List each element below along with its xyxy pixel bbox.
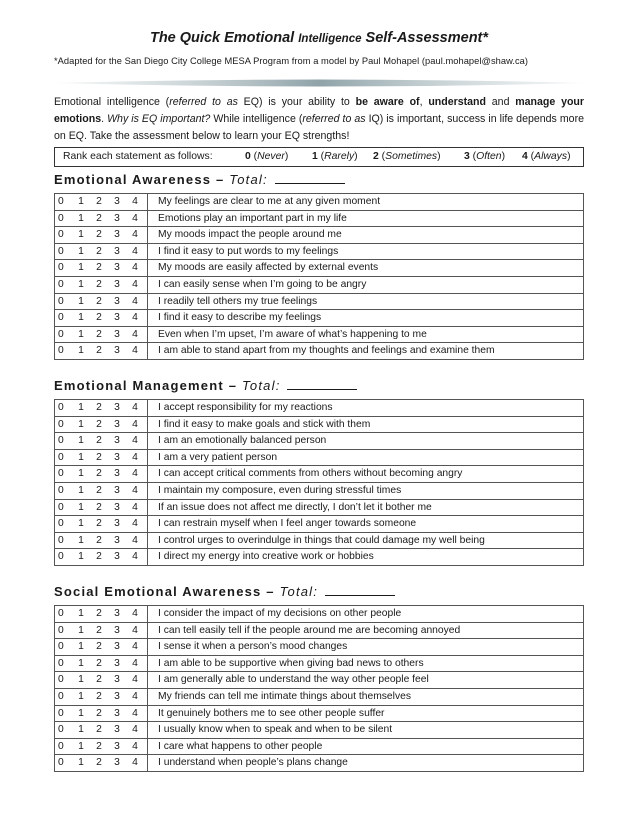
rating-option-3[interactable]: 3 (114, 295, 120, 307)
rating-option-2[interactable]: 2 (96, 690, 102, 702)
statement-text: I am able to stand apart from my thoughts and feelings and examine them (148, 343, 584, 360)
rating-option-0[interactable]: 0 (58, 674, 64, 686)
rating-scale (55, 532, 148, 549)
statement-text: I find it easy to make goals and stick with them (148, 416, 584, 433)
rating-option-0[interactable]: 0 (58, 328, 64, 340)
rating-option-2[interactable]: 2 (96, 468, 102, 480)
rating-scale (55, 705, 148, 722)
rating-option-1[interactable]: 1 (78, 724, 84, 736)
statement-text: Even when I’m upset, I’m aware of what’s happening to me (148, 326, 584, 343)
statement-text: I can accept critical comments from others without becoming angry (148, 466, 584, 483)
rating-option-0[interactable]: 0 (58, 641, 64, 653)
rating-option-3[interactable]: 3 (114, 501, 120, 513)
statement-text: My feelings are clear to me at any given moment (148, 194, 584, 211)
rating-option-0[interactable]: 0 (58, 468, 64, 480)
rating-scale (55, 416, 148, 433)
table-row (55, 416, 584, 433)
rating-option-1[interactable]: 1 (78, 451, 84, 463)
rating-scale (55, 310, 148, 327)
rating-option-2[interactable]: 2 (96, 262, 102, 274)
section-heading-3: Social Emotional Awareness – Total: (54, 583, 584, 599)
rating-option-2[interactable]: 2 (96, 245, 102, 257)
rating-option-3[interactable]: 3 (114, 229, 120, 241)
rating-option-0[interactable]: 0 (58, 690, 64, 702)
rating-option-4[interactable]: 4 (132, 418, 138, 430)
rating-option-4[interactable]: 4 (132, 435, 138, 447)
total-blank-field[interactable] (325, 583, 395, 596)
rating-option-4[interactable]: 4 (132, 674, 138, 686)
rating-option-0[interactable]: 0 (58, 551, 64, 563)
rank-option-1: 1 (Rarely) (312, 151, 358, 162)
rating-option-4[interactable]: 4 (132, 757, 138, 769)
rating-option-0[interactable]: 0 (58, 212, 64, 224)
rating-option-0[interactable]: 0 (58, 757, 64, 769)
rating-scale (55, 243, 148, 260)
statement-text: My moods are easily affected by external events (148, 260, 584, 277)
decorative-divider (54, 78, 584, 88)
rating-option-2[interactable]: 2 (96, 328, 102, 340)
rating-option-4[interactable]: 4 (132, 740, 138, 752)
rating-option-4[interactable]: 4 (132, 402, 138, 413)
rating-option-2[interactable]: 2 (96, 608, 102, 619)
rating-option-3[interactable]: 3 (114, 468, 120, 480)
rating-scale (55, 499, 148, 516)
table-row (55, 738, 584, 755)
rating-scale (55, 210, 148, 227)
statement-text: I maintain my composure, even during stressful times (148, 482, 584, 499)
rating-option-1[interactable]: 1 (78, 402, 84, 413)
rating-option-0[interactable]: 0 (58, 435, 64, 447)
rating-option-4[interactable]: 4 (132, 345, 138, 357)
rating-scale (55, 606, 148, 623)
rating-option-2[interactable]: 2 (96, 484, 102, 496)
rating-scale (55, 482, 148, 499)
statement-text: Emotions play an important part in my life (148, 210, 584, 227)
rating-option-3[interactable]: 3 (114, 402, 120, 413)
rank-option-4: 4 (Always) (522, 151, 571, 162)
rating-option-4[interactable]: 4 (132, 212, 138, 224)
rating-option-0[interactable]: 0 (58, 534, 64, 546)
section-title: Emotional Management (54, 378, 224, 393)
rating-option-0[interactable]: 0 (58, 262, 64, 274)
rating-option-1[interactable]: 1 (78, 278, 84, 290)
credit-line: *Adapted for the San Diego City College MESA Program from a model by Paul Mohapel (paul.mohapel@shaw.ca) (54, 56, 529, 66)
rating-option-4[interactable]: 4 (132, 534, 138, 546)
statement-table-2 (54, 399, 584, 566)
rating-option-3[interactable]: 3 (114, 724, 120, 736)
rating-option-3[interactable]: 3 (114, 484, 120, 496)
rating-option-2[interactable]: 2 (96, 312, 102, 324)
rating-option-3[interactable]: 3 (114, 641, 120, 653)
rating-option-1[interactable]: 1 (78, 229, 84, 241)
rank-option-0: 0 (Never) (245, 151, 289, 162)
total-label: Total (229, 172, 263, 187)
statement-text: I readily tell others my true feelings (148, 293, 584, 310)
table-row (55, 227, 584, 244)
rating-scale (55, 639, 148, 656)
rating-option-0[interactable]: 0 (58, 724, 64, 736)
intro-paragraph: Emotional intelligence (referred to as EQ) is your ability to be aware of, understand and manage your emotions. Why is EQ important? While intelligence (referred to as IQ) is important, success in life depends more on EQ. Take the assessment below to learn your EQ strengths! (54, 96, 585, 142)
rating-option-2[interactable]: 2 (96, 518, 102, 530)
rating-option-1[interactable]: 1 (78, 690, 84, 702)
rating-option-4[interactable]: 4 (132, 328, 138, 340)
rating-option-4[interactable]: 4 (132, 518, 138, 530)
rating-option-3[interactable]: 3 (114, 245, 120, 257)
rating-option-1[interactable]: 1 (78, 484, 84, 496)
rating-option-0[interactable]: 0 (58, 418, 64, 430)
table-row (55, 705, 584, 722)
rating-option-3[interactable]: 3 (114, 418, 120, 430)
rating-option-3[interactable]: 3 (114, 534, 120, 546)
rating-option-2[interactable]: 2 (96, 740, 102, 752)
rating-scale (55, 276, 148, 293)
rating-scale (55, 738, 148, 755)
rating-option-1[interactable]: 1 (78, 328, 84, 340)
total-label: Total (279, 584, 314, 599)
statement-text: I consider the impact of my decisions on other people (148, 606, 584, 623)
rating-option-4[interactable]: 4 (132, 196, 138, 207)
table-row (55, 622, 584, 639)
rating-option-2[interactable]: 2 (96, 657, 102, 669)
total-blank-field[interactable] (287, 377, 357, 390)
rating-option-1[interactable]: 1 (78, 518, 84, 530)
statement-text: I am generally able to understand the way other people feel (148, 672, 584, 689)
table-row (55, 482, 584, 499)
rank-option-3: 3 (Often) (464, 151, 506, 162)
rating-option-4[interactable]: 4 (132, 501, 138, 513)
rating-option-0[interactable]: 0 (58, 707, 64, 719)
rating-option-4[interactable]: 4 (132, 690, 138, 702)
rating-option-0[interactable]: 0 (58, 608, 64, 619)
rating-option-2[interactable]: 2 (96, 435, 102, 447)
statement-text: I am able to be supportive when giving bad news to others (148, 655, 584, 672)
rating-scale (55, 755, 148, 772)
rank-option-2: 2 (Sometimes) (373, 151, 441, 162)
table-row (55, 466, 584, 483)
rating-option-4[interactable]: 4 (132, 312, 138, 324)
statement-text: I direct my energy into creative work or hobbies (148, 549, 584, 566)
rating-option-0[interactable]: 0 (58, 245, 64, 257)
rating-option-1[interactable]: 1 (78, 641, 84, 653)
rating-option-3[interactable]: 3 (114, 212, 120, 224)
statement-text: I find it easy to describe my feelings (148, 310, 584, 327)
table-row (55, 310, 584, 327)
rating-option-2[interactable]: 2 (96, 707, 102, 719)
rating-option-4[interactable]: 4 (132, 608, 138, 619)
rating-option-0[interactable]: 0 (58, 312, 64, 324)
rating-option-3[interactable]: 3 (114, 608, 120, 619)
rating-option-1[interactable]: 1 (78, 435, 84, 447)
rating-option-3[interactable]: 3 (114, 690, 120, 702)
rating-option-1[interactable]: 1 (78, 707, 84, 719)
table-row (55, 655, 584, 672)
statement-text: I control urges to overindulge in things that could damage my well being (148, 532, 584, 549)
rating-option-1[interactable]: 1 (78, 624, 84, 636)
rating-option-4[interactable]: 4 (132, 451, 138, 463)
statement-text: It genuinely bothers me to see other people suffer (148, 705, 584, 722)
rating-option-2[interactable]: 2 (96, 641, 102, 653)
rating-option-2[interactable]: 2 (96, 451, 102, 463)
rating-option-4[interactable]: 4 (132, 262, 138, 274)
table-row (55, 210, 584, 227)
rating-scale (55, 227, 148, 244)
rating-option-2[interactable]: 2 (96, 295, 102, 307)
rating-option-3[interactable]: 3 (114, 740, 120, 752)
rating-option-3[interactable]: 3 (114, 345, 120, 357)
rating-option-3[interactable]: 3 (114, 674, 120, 686)
statement-text: I sense it when a person’s mood changes (148, 639, 584, 656)
rating-option-2[interactable]: 2 (96, 551, 102, 563)
statement-text: I am an emotionally balanced person (148, 433, 584, 450)
table-row (55, 343, 584, 360)
rating-option-0[interactable]: 0 (58, 518, 64, 530)
rating-option-4[interactable]: 4 (132, 641, 138, 653)
rating-option-1[interactable]: 1 (78, 196, 84, 207)
rating-option-3[interactable]: 3 (114, 707, 120, 719)
table-row (55, 688, 584, 705)
rating-option-0[interactable]: 0 (58, 624, 64, 636)
rating-option-3[interactable]: 3 (114, 451, 120, 463)
rating-option-1[interactable]: 1 (78, 608, 84, 619)
statement-text: I am a very patient person (148, 449, 584, 466)
rating-option-3[interactable]: 3 (114, 196, 120, 207)
table-row (55, 549, 584, 566)
rating-option-0[interactable]: 0 (58, 345, 64, 357)
statement-text: I care what happens to other people (148, 738, 584, 755)
rating-option-2[interactable]: 2 (96, 345, 102, 357)
rating-option-0[interactable]: 0 (58, 295, 64, 307)
rating-option-4[interactable]: 4 (132, 624, 138, 636)
rating-scale (55, 622, 148, 639)
table-row (55, 194, 584, 211)
rating-option-2[interactable]: 2 (96, 402, 102, 413)
rating-option-4[interactable]: 4 (132, 229, 138, 241)
rating-scale (55, 516, 148, 533)
rating-option-0[interactable]: 0 (58, 657, 64, 669)
rating-option-1[interactable]: 1 (78, 245, 84, 257)
rating-option-4[interactable]: 4 (132, 295, 138, 307)
title-small-word: Intelligence (298, 33, 362, 45)
rating-option-3[interactable]: 3 (114, 312, 120, 324)
statement-table-3 (54, 605, 584, 772)
table-row (55, 260, 584, 277)
section-title: Emotional Awareness (54, 172, 212, 187)
rating-option-0[interactable]: 0 (58, 484, 64, 496)
rating-option-1[interactable]: 1 (78, 740, 84, 752)
statement-text: I can tell easily tell if the people around me are becoming annoyed (148, 622, 584, 639)
rating-scale (55, 549, 148, 566)
rating-option-3[interactable]: 3 (114, 757, 120, 769)
section-heading-1: Emotional Awareness – Total: (54, 171, 584, 187)
rating-scale (55, 194, 148, 211)
statement-text: I can easily sense when I’m going to be angry (148, 276, 584, 293)
rating-option-3[interactable]: 3 (114, 435, 120, 447)
rating-option-4[interactable]: 4 (132, 468, 138, 480)
rating-option-3[interactable]: 3 (114, 551, 120, 563)
table-row (55, 400, 584, 417)
page-title (54, 30, 584, 46)
rating-scale (55, 449, 148, 466)
rating-scale (55, 722, 148, 739)
rating-option-1[interactable]: 1 (78, 757, 84, 769)
title-part-1: The Quick Emotional (149, 30, 299, 46)
rating-option-2[interactable]: 2 (96, 534, 102, 546)
rating-option-2[interactable]: 2 (96, 757, 102, 769)
table-row (55, 755, 584, 772)
rating-option-2[interactable]: 2 (96, 418, 102, 430)
rating-option-1[interactable]: 1 (78, 262, 84, 274)
rating-scale (55, 655, 148, 672)
rating-option-0[interactable]: 0 (58, 278, 64, 290)
table-row (55, 433, 584, 450)
table-row (55, 672, 584, 689)
rating-scale (55, 466, 148, 483)
statement-table-1 (54, 193, 584, 360)
statement-text: My friends can tell me intimate things about themselves (148, 688, 584, 705)
rating-option-1[interactable]: 1 (78, 468, 84, 480)
rating-scale (55, 343, 148, 360)
rating-option-1[interactable]: 1 (78, 295, 84, 307)
rating-scale (55, 672, 148, 689)
table-row (55, 606, 584, 623)
section-heading-2: Emotional Management – Total: (54, 377, 584, 393)
table-row (55, 326, 584, 343)
rating-scale (55, 293, 148, 310)
rating-option-2[interactable]: 2 (96, 724, 102, 736)
rating-option-3[interactable]: 3 (114, 262, 120, 274)
rating-option-1[interactable]: 1 (78, 501, 84, 513)
table-row (55, 639, 584, 656)
rating-option-0[interactable]: 0 (58, 451, 64, 463)
rating-option-1[interactable]: 1 (78, 418, 84, 430)
rating-option-1[interactable]: 1 (78, 345, 84, 357)
rating-option-4[interactable]: 4 (132, 551, 138, 563)
table-row (55, 722, 584, 739)
table-row (55, 516, 584, 533)
rating-option-2[interactable]: 2 (96, 674, 102, 686)
rating-option-0[interactable]: 0 (58, 402, 64, 413)
rating-option-1[interactable]: 1 (78, 657, 84, 669)
rating-option-0[interactable]: 0 (58, 229, 64, 241)
table-row (55, 499, 584, 516)
rating-option-3[interactable]: 3 (114, 518, 120, 530)
rating-scale (55, 260, 148, 277)
table-row (55, 532, 584, 549)
statement-text: If an issue does not affect me directly, I don’t let it bother me (148, 499, 584, 516)
rating-option-1[interactable]: 1 (78, 551, 84, 563)
statement-text: I understand when people’s plans change (148, 755, 584, 772)
rating-option-3[interactable]: 3 (114, 278, 120, 290)
rating-option-0[interactable]: 0 (58, 740, 64, 752)
table-row (55, 276, 584, 293)
rating-option-4[interactable]: 4 (132, 484, 138, 496)
rating-option-1[interactable]: 1 (78, 674, 84, 686)
statement-text: I usually know when to speak and when to be silent (148, 722, 584, 739)
rating-option-4[interactable]: 4 (132, 657, 138, 669)
rating-option-4[interactable]: 4 (132, 707, 138, 719)
rating-option-4[interactable]: 4 (132, 278, 138, 290)
section-title: Social Emotional Awareness (54, 584, 262, 599)
rating-option-4[interactable]: 4 (132, 245, 138, 257)
rating-scale (55, 433, 148, 450)
rating-option-2[interactable]: 2 (96, 278, 102, 290)
rating-option-3[interactable]: 3 (114, 328, 120, 340)
rating-option-2[interactable]: 2 (96, 624, 102, 636)
statement-text: My moods impact the people around me (148, 227, 584, 244)
table-row (55, 243, 584, 260)
title-part-2: Self-Assessment* (361, 30, 489, 46)
rank-legend-box (54, 147, 584, 167)
rating-option-4[interactable]: 4 (132, 724, 138, 736)
statement-text: I find it easy to put words to my feelings (148, 243, 584, 260)
rating-option-3[interactable]: 3 (114, 624, 120, 636)
rating-option-2[interactable]: 2 (96, 229, 102, 241)
total-label: Total (241, 378, 276, 393)
rating-option-1[interactable]: 1 (78, 212, 84, 224)
rating-option-2[interactable]: 2 (96, 196, 102, 207)
table-row (55, 449, 584, 466)
rating-option-0[interactable]: 0 (58, 196, 64, 207)
total-blank-field[interactable] (275, 171, 345, 184)
rating-option-3[interactable]: 3 (114, 657, 120, 669)
table-row (55, 293, 584, 310)
rank-legend-label: Rank each statement as follows: (63, 151, 213, 162)
rating-option-1[interactable]: 1 (78, 534, 84, 546)
rating-scale (55, 400, 148, 417)
rating-scale (55, 326, 148, 343)
rating-option-2[interactable]: 2 (96, 212, 102, 224)
statement-text: I can restrain myself when I feel anger towards someone (148, 516, 584, 533)
rating-option-1[interactable]: 1 (78, 312, 84, 324)
statement-text: I accept responsibility for my reactions (148, 400, 584, 417)
rating-scale (55, 688, 148, 705)
rating-option-0[interactable]: 0 (58, 501, 64, 513)
rating-option-2[interactable]: 2 (96, 501, 102, 513)
